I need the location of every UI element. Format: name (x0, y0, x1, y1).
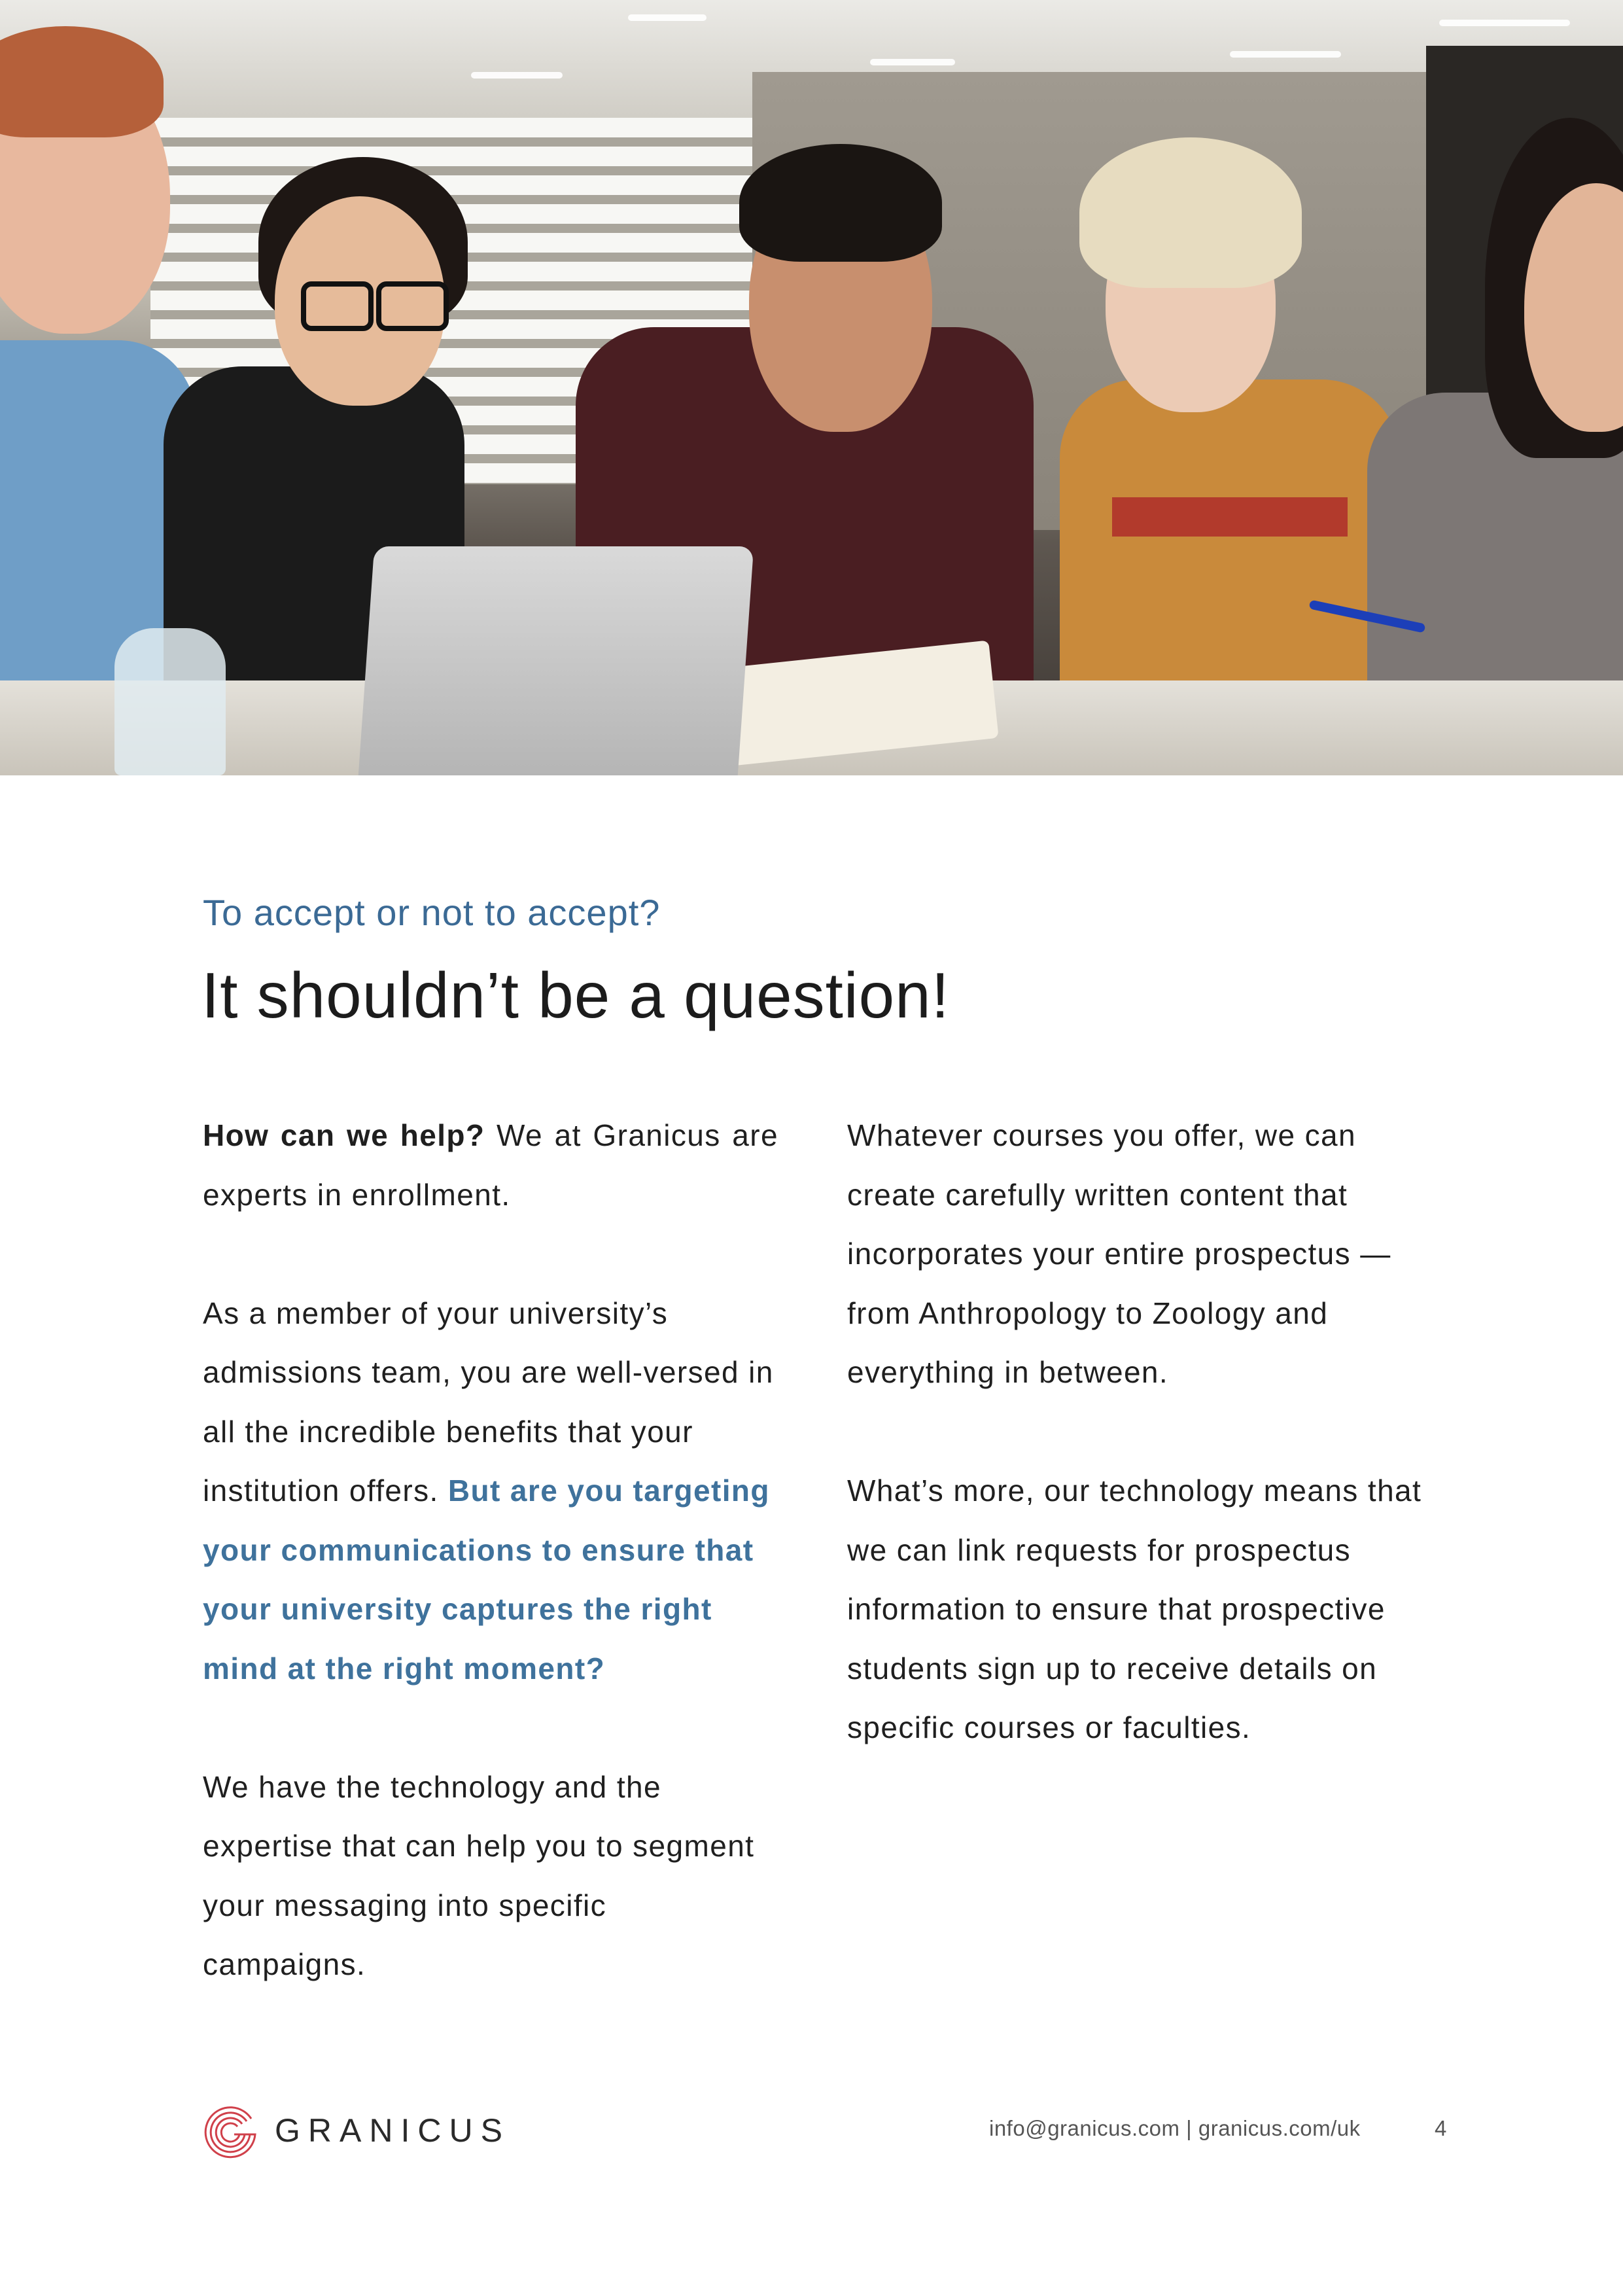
granicus-logo (201, 2102, 510, 2159)
contact-info: info@granicus.com | granicus.com/uk (989, 2116, 1361, 2140)
hero-photo (0, 0, 1623, 775)
ceiling-light (1230, 51, 1341, 58)
right-column (847, 1106, 1423, 1816)
laptop (358, 546, 754, 775)
highlight-text: But are you targeting your communications to ensure that your university captures the right mind at the right moment? (203, 1474, 770, 1686)
paragraph (203, 1284, 778, 1699)
water-bottle (114, 628, 226, 775)
paragraph: Whatever courses you offer, we can create carefully written content that incorporates your entire prospectus — from Anthropology to Zoology and everything in between. (847, 1118, 1391, 1389)
paragraph-text: As a member of your university’s admissions team, you are well-versed in all the incredible benefits that your institution offers. (203, 1296, 774, 1508)
left-column (203, 1106, 778, 2053)
brand-name: GRANICUS (275, 2112, 510, 2149)
granicus-g-icon (201, 2102, 259, 2159)
paragraph: What’s more, our technology means that we can link requests for prospectus information to ensure that prospective students sign up to receive details on specific courses or faculties. (847, 1474, 1422, 1744)
ceiling-light (870, 59, 955, 65)
page-number: 4 (1435, 2116, 1447, 2140)
page-title: It shouldn’t be a question! (201, 959, 950, 1031)
ceiling-light (1439, 20, 1570, 26)
paragraph: We have the technology and the expertise that can help you to segment your messaging into specific campaigns. (203, 1769, 755, 1981)
ceiling-light (471, 72, 563, 79)
ceiling-light (628, 14, 707, 21)
subtitle: To accept or not to accept? (203, 892, 661, 933)
lead-question: How can we help? (203, 1118, 485, 1152)
paragraph-text: We at Granicus are experts in enrollment. (203, 1118, 778, 1212)
paragraph (203, 1106, 778, 1224)
